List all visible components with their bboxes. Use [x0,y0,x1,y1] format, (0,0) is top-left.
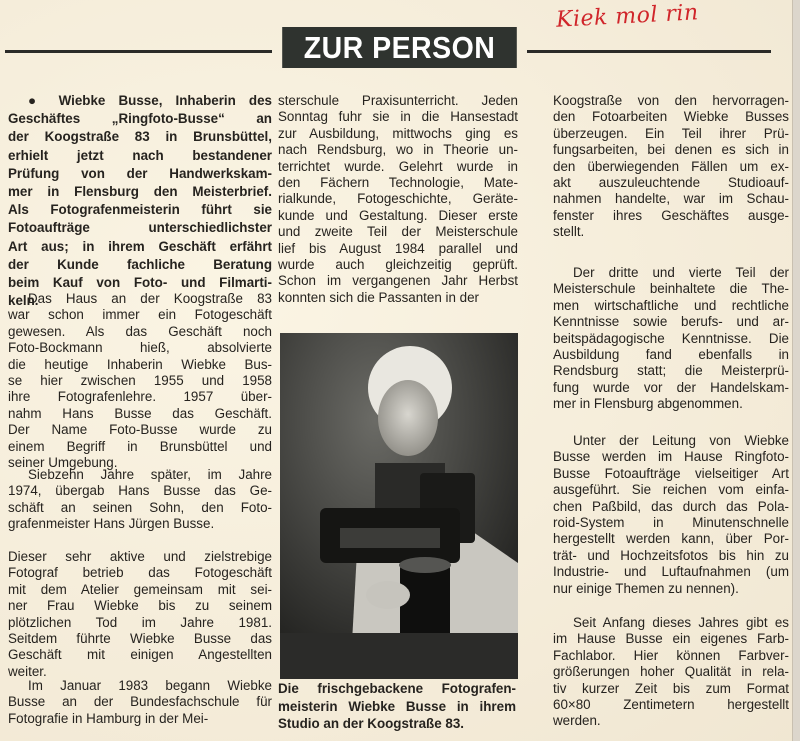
portrait-photo [280,333,518,679]
lead-paragraph [8,92,272,310]
text-line: lief bis August 1984 parallel und [278,240,518,256]
text-line: den Fotoarbeiten Wiebke Busses [553,109,789,125]
article-paragraph [553,615,789,730]
article-paragraph [8,678,272,727]
text-line: den Fächern Technologie, Mate- [278,174,518,190]
text-line: Art aus; in ihrem Geschäft erfährt [8,238,272,254]
text-line: Seit Anfang dieses Jahres gibt es [573,615,789,630]
text-line: chen Paßbild, das durch das Pola- [553,498,789,514]
text-line: grafenmeister Hans Jürgen Busse. [8,516,215,532]
caption-line: meisterin Wiebke Busse in ihrem [278,698,516,714]
text-line: Im Januar 1983 begann Wiebke [28,678,272,693]
article-paragraph [8,549,272,680]
text-line: terrichtet wurde. Gelehrt wurde in [278,158,518,174]
text-line: Schon im vergangenen Jahr Herbst [278,273,518,289]
text-line: Busse an der Bundesfachschule für [8,694,272,710]
text-line: der Kunde fachliche Beratung [8,256,272,272]
text-line: größerungen hoher Qualität in rela- [553,664,789,680]
text-line: Als Fotografenmeisterin führt sie [8,202,272,218]
text-line: sterschule Praxisunterricht. Jeden [278,93,518,108]
text-line: Busse werden im Hause Ringfoto- [553,449,789,465]
text-line: die heutige Inhaberin Wiebke Bus- [8,356,272,372]
text-line: Rendsburg statt; die Meisterprü- [553,363,789,379]
text-line: tiv kurzer Zeit bis zum Format [553,680,789,696]
text-line: Geschäftes „Ringfoto-Busse“ an [8,111,272,127]
text-line: Sonntag fuhr sie in die Hansestadt [278,109,518,125]
text-line: Der dritte und vierte Teil der [573,265,789,280]
text-line: plötzlichen Tod im Jahre 1981. [8,614,272,630]
text-line: Siebzehn Jahre später, im Jahre [28,467,272,482]
text-line: trät- und Hochzeitsfotos bis hin zu [553,547,789,563]
text-line: nahmen handelte, war im Schau- [553,191,789,207]
text-line: men wirtschaftliche und rechtliche [553,297,789,313]
text-line: kunde und Gestaltung. Dieser erste [278,207,518,223]
text-line: Der Name Foto-Busse wurde zu [8,422,272,438]
caption-line: Studio an der Koogstraße 83. [278,716,465,731]
text-line: akt auszuleuchtende Studioauf- [553,174,789,190]
text-line: 60×80 Zentimetern hergestellt [553,696,789,712]
text-line: einem Begriff in Brunsbüttel und [8,438,272,454]
text-line: weiter. [8,663,47,679]
text-line: seiner Umgebung. [8,454,118,470]
text-line: hergestellt werden kann, über Por- [553,531,789,547]
text-line: se hier zwischen 1955 und 1958 [8,372,272,388]
text-line: beim Kauf von Foto- und Filmarti- [8,274,272,290]
text-line: Fotoaufträge unterschiedlichster [8,220,272,236]
text-line: mit dem Atelier gemeinsam mit sei- [8,581,272,597]
text-line: 1974, übergab Hans Busse das Ge- [8,483,272,499]
text-line: fung wurde vor der Handelskam- [553,379,789,395]
text-line: Meisterschule beinhaltete die The- [553,281,789,297]
text-line: ausgeführt. Sie reichen vom einfa- [553,482,789,498]
text-line: Fotografie in Hamburg in der Mei- [8,710,209,726]
text-line: Geschäft mit einigen Angestellten [8,647,272,663]
text-line: Industrie- und Luftaufnahmen (um [553,564,789,580]
text-line: beitspädagogische Kenntnisse. Die [553,330,789,346]
text-line: keln. [8,293,39,309]
text-line: ● Wiebke Busse, Inhaberin des [28,93,272,108]
text-line: und zweite Teil der Meisterschule [278,224,518,240]
photo-image [280,333,518,679]
text-line: wurde auch gleichzeitig geprüft. [278,256,518,272]
text-line: roid-System in Minutenschnelle [553,514,789,530]
text-line: Fotograf betrieb das Fotogeschäft [8,565,272,581]
text-line: Unter der Leitung von Wiebke [573,433,789,448]
text-line: ner Frau Wiebke bis zu seinem [8,598,272,614]
text-line: Ausbildung fand ebenfalls in [553,346,789,362]
article-paragraph [8,291,272,471]
text-line: schäft an seinen Sohn, den Foto- [8,499,272,515]
text-line: Prüfung von der Handwerkskam- [8,165,272,181]
text-line: gewesen. Als das Geschäft noch [8,323,272,339]
text-line: Koogstraße von den hervorragen- [553,93,789,108]
text-line: stellt. [553,224,585,240]
article-paragraph [553,433,789,597]
text-line: war schon immer ein Fotogeschäft [8,307,272,323]
text-line: nach Rendsburg, wo in Theorie un- [278,142,518,158]
text-line: Busse Fotoaufträge vielseitiger Art [553,465,789,481]
text-line: zur Ausbildung, mittwochs ging es [278,125,518,141]
article-paragraph [553,93,789,241]
text-line: Kenntnisse sowie berufs- und ar- [553,314,789,330]
text-line: fungsarbeiten, bei denen es sich in [553,142,789,158]
article-paragraph [553,265,789,413]
text-line: nur einige Themen zu nennen). [553,580,739,596]
header-rule-left [5,50,272,53]
section-title: ZUR PERSON [282,27,517,68]
text-line: der Koogstraße 83 in Brunsbüttel, [8,129,272,145]
header-rule-right [527,50,771,53]
text-line: Fachlabor. Hier können Farbver- [553,647,789,663]
article-paragraph [278,93,518,306]
text-line: überzeugen. Ein Teil ihrer Prü- [553,125,789,141]
text-line: Dieser sehr aktive und zielstrebige [8,549,272,564]
text-line: mer in Flensburg abgenommen. [553,396,743,412]
handwritten-note: Kiek mol rin [555,0,700,33]
text-line: konnten sich die Passanten in der [278,289,479,305]
text-line: ihre Fotografenlehre. 1957 über- [8,389,272,405]
text-line: Das Haus an der Koogstraße 83 [28,291,272,306]
page-edge [792,0,800,741]
text-line: im Hause Busse ein eigenes Farb- [553,631,789,647]
text-line: nahm Hans Busse das Geschäft. [8,405,272,421]
text-line: Seitdem führte Wiebke Busse das [8,630,272,646]
text-line: werden. [553,713,601,729]
text-line: den überwiegenden Fällen um ex- [553,158,789,174]
caption-line: Die frischgebackene Fotografen- [278,681,516,696]
text-line: rialkunde, Fotogeschichte, Geräte- [278,191,518,207]
text-line: mer in Flensburg den Meisterbrief. [8,183,272,199]
article-paragraph [8,467,272,533]
text-line: erhielt jetzt nach bestandener [8,147,272,163]
text-line: Foto-Bockmann hieß, absolvierte [8,340,272,356]
text-line: fenster ihres Geschäftes ausge- [553,207,789,223]
photo-caption [278,680,516,733]
